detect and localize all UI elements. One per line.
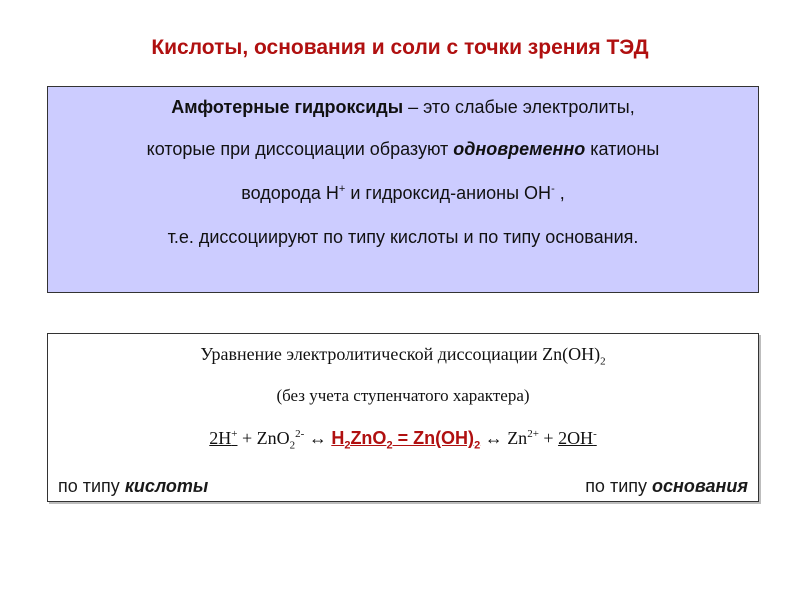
definition-term: Амфотерные гидроксиды	[171, 97, 404, 117]
definition-line3-post: ,	[554, 183, 565, 203]
base-ion-text: 2OH	[558, 428, 594, 448]
base-ion-charge: -	[593, 428, 597, 440]
equation-heading	[48, 344, 758, 368]
hydroxide-formula	[331, 428, 481, 452]
equation-heading-text: Уравнение электролитической диссоциации Zn(OH)	[200, 344, 601, 364]
hydrogen-charge: +	[338, 183, 346, 195]
formula-part-a: H	[331, 428, 345, 448]
definition-box	[47, 86, 759, 293]
hydroxide-charge: -	[551, 183, 555, 195]
equation-note: (без учета ступенчатого характера)	[276, 386, 530, 405]
definition-line-2	[48, 139, 758, 160]
acid-type-label	[58, 476, 208, 497]
zincate-sub: 2	[289, 439, 296, 452]
zinc-cation: Zn	[507, 428, 528, 448]
zincate-text: + ZnO	[237, 428, 290, 448]
equilibrium-arrow-left: ↔	[304, 428, 332, 448]
base-type-word: основания	[652, 476, 748, 496]
equation-box	[47, 333, 759, 502]
equation-heading-sub: 2	[600, 355, 606, 368]
zinc-charge: 2+	[527, 428, 539, 440]
definition-line-1	[48, 97, 758, 118]
definition-line-4: т.е. диссоциируют по типу кислоты и по типу основания.	[167, 227, 639, 247]
plus-sign: +	[538, 428, 559, 448]
equilibrium-arrow-right: ↔	[480, 428, 508, 448]
acid-ion-text: 2H	[209, 428, 232, 448]
base-type-prefix: по типу	[585, 476, 652, 496]
definition-line2-pre: которые при диссоциации образуют	[146, 139, 454, 159]
zincate-charge: 2-	[295, 428, 305, 440]
acid-ion-charge: +	[231, 428, 238, 440]
definition-line3-mid: и гидроксид-анионы OH	[345, 183, 552, 203]
formula-part-b: ZnO	[350, 428, 387, 448]
formula-part-c: = Zn(OH)	[392, 428, 475, 448]
definition-line3-pre: водорода H	[241, 183, 339, 203]
acid-ion	[209, 428, 237, 448]
definition-emphasis: одновременно	[453, 139, 586, 159]
page-title: Кислоты, основания и соли с точки зрения ТЭД	[151, 36, 649, 59]
definition-line1-rest: – это слабые электролиты,	[403, 97, 635, 117]
definition-line-3	[48, 183, 758, 204]
formula-sub-3: 2	[474, 439, 481, 452]
definition-line2-post: катионы	[585, 139, 660, 159]
formula-sub-1: 2	[344, 439, 351, 452]
acid-type-prefix: по типу	[58, 476, 125, 496]
formula-sub-2: 2	[386, 439, 393, 452]
equation-line	[48, 428, 758, 452]
base-ion	[558, 428, 597, 448]
base-type-label	[585, 476, 748, 497]
acid-type-word: кислоты	[124, 476, 209, 496]
